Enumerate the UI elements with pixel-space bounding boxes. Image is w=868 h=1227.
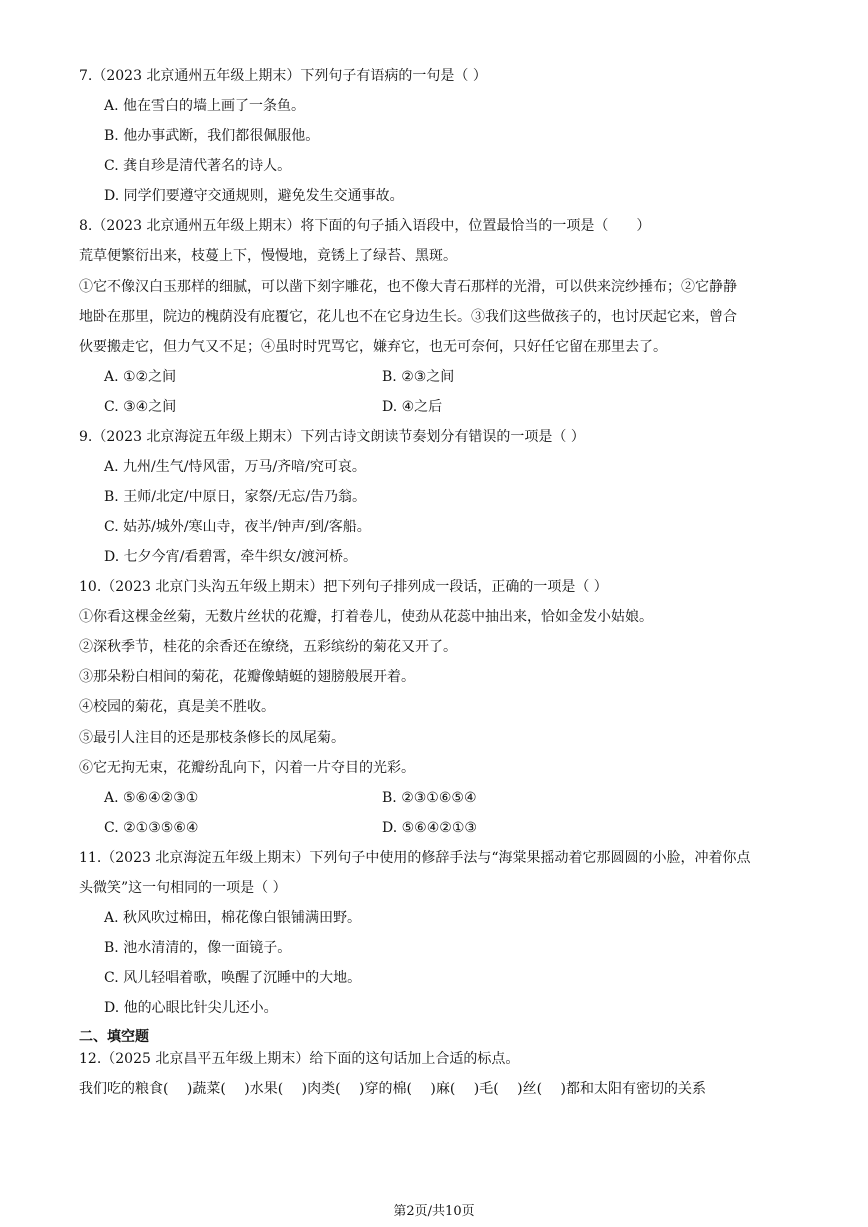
question-7-option-b: B. 他办事武断，我们都很佩服他。 <box>104 128 320 144</box>
question-12-text: 我们吃的粮食( )蔬菜( )水果( )肉类( )穿的棉( )麻( )毛( )丝( )都和太阳有密切的关系 <box>79 1081 706 1097</box>
question-8-sentence: 荒草便繁衍出来，枝蔓上下，慢慢地，竟锈上了绿苔、黑斑。 <box>79 248 457 264</box>
question-8-passage-line: ①它不像汉白玉那样的细腻，可以凿下刻字雕花，也不像大青石那样的光滑，可以供来浣纱捶布；②它静静 <box>79 279 737 295</box>
question-11-stem-continued: 头微笑”这一句相同的一项是（ ） <box>79 880 287 896</box>
question-9-option-a: A. 九州/生气/恃风雷，万马/齐喑/究可哀。 <box>104 459 366 475</box>
question-11-option-c: C. 风儿轻唱着歌，唤醒了沉睡中的大地。 <box>104 970 362 986</box>
question-11-option-d: D. 他的心眼比针尖儿还小。 <box>104 1000 278 1016</box>
question-10-sentence: ①你看这棵金丝菊，无数片丝状的花瓣，打着卷儿，使劲从花蕊中抽出来，恰如金发小姑娘。 <box>79 609 653 625</box>
question-9-option-b: B. 王师/北定/中原日，家祭/无忘/告乃翁。 <box>104 489 367 505</box>
question-10-sentence: ③那朵粉白相间的菊花，花瓣像蜻蜓的翅膀般展开着。 <box>79 669 415 685</box>
question-8-option-a: A. ①②之间 <box>104 369 177 385</box>
question-10-sentence: ⑥它无拘无束，花瓣纷乱向下，闪着一片夺目的光彩。 <box>79 760 415 776</box>
question-8-passage-line: 伙要搬走它，但力气又不足；④虽时时咒骂它，嫌弃它，也无可奈何，只好任它留在那里去了。 <box>79 339 667 355</box>
question-10-option-d: D. ⑤⑥④②①③ <box>382 820 477 836</box>
question-8-option-b: B. ②③之间 <box>382 369 455 385</box>
question-12-stem: 12.（2025 北京昌平五年级上期末）给下面的这句话加上合适的标点。 <box>79 1051 520 1067</box>
question-7-option-d: D. 同学们要遵守交通规则，避免发生交通事故。 <box>104 188 404 204</box>
question-10-sentence: ⑤最引人注目的还是那枝条修长的凤尾菊。 <box>79 730 345 746</box>
question-10-option-a: A. ⑤⑥④②③① <box>104 790 199 806</box>
question-8-option-c: C. ③④之间 <box>104 399 177 415</box>
question-11-stem: 11.（2023 北京海淀五年级上期末）下列句子中使用的修辞手法与“海棠果摇动着它那圆圆的小脸，冲着你点 <box>79 850 751 866</box>
question-11-option-b: B. 池水清清的，像一面镜子。 <box>104 940 292 956</box>
question-8-option-d: D. ④之后 <box>382 399 443 415</box>
question-10-sentence: ④校园的菊花，真是美不胜收。 <box>79 699 275 715</box>
question-10-sentence: ②深秋季节，桂花的余香还在缭绕，五彩缤纷的菊花又开了。 <box>79 639 457 655</box>
section-title: 二、填空题 <box>79 1029 149 1045</box>
question-10-option-b: B. ②③①⑥⑤④ <box>382 790 477 806</box>
question-10-option-c: C. ②①③⑤⑥④ <box>104 820 199 836</box>
question-9-stem: 9.（2023 北京海淀五年级上期末）下列古诗文朗读节奏划分有错误的一项是（ ） <box>79 429 585 445</box>
question-7-option-a: A. 他在雪白的墙上画了一条鱼。 <box>104 98 306 114</box>
question-8-passage-line: 地卧在那里，院边的槐荫没有庇覆它，花儿也不在它身边生长。③我们这些做孩子的，也讨厌起它来，曾合 <box>79 309 737 325</box>
page-number: 第2页/共10页 <box>393 1204 475 1219</box>
question-10-stem: 10.（2023 北京门头沟五年级上期末）把下列句子排列成一段话，正确的一项是（ ） <box>79 579 608 595</box>
question-7-stem: 7.（2023 北京通州五年级上期末）下列句子有语病的一句是（ ） <box>79 68 487 84</box>
question-11-option-a: A. 秋风吹过棉田，棉花像白银铺满田野。 <box>104 910 362 926</box>
question-9-option-c: C. 姑苏/城外/寒山寺，夜半/钟声/到/客船。 <box>104 519 371 535</box>
question-9-option-d: D. 七夕今宵/看碧霄，牵牛织女/渡河桥。 <box>104 549 358 565</box>
question-7-option-c: C. 龚自珍是清代著名的诗人。 <box>104 158 292 174</box>
question-8-stem: 8.（2023 北京通州五年级上期末）将下面的句子插入语段中，位置最恰当的一项是（ ） <box>79 218 651 234</box>
